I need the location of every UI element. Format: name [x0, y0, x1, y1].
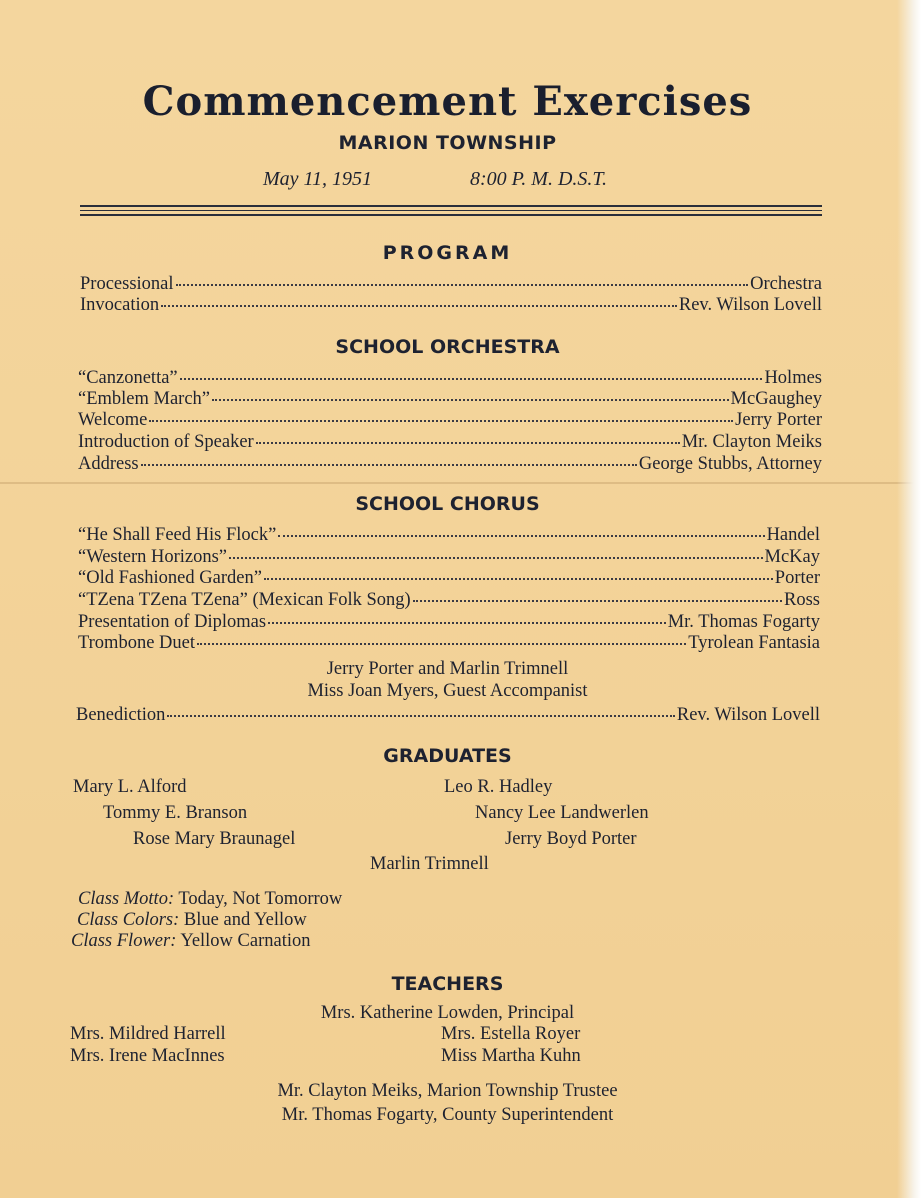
benediction-row	[76, 705, 820, 726]
leader-dots	[180, 378, 763, 380]
township-trustee: Mr. Clayton Meiks, Marion Township Trustee	[277, 1081, 618, 1101]
event-time: 8:00 P. M. D.S.T.	[470, 168, 608, 190]
chorus-item-title: “Western Horizons”	[78, 547, 228, 567]
leader-dots	[141, 464, 637, 466]
chorus-item-composer: Porter	[774, 568, 820, 588]
chorus-item-title: “Old Fashioned Garden”	[78, 568, 262, 588]
class-colors	[77, 910, 307, 931]
chorus-item-composer: McKay	[764, 547, 820, 567]
chorus-item-title: “TZena TZena TZena” (Mexican Folk Song)	[78, 590, 411, 610]
leader-dots	[212, 399, 729, 401]
chorus-row	[78, 568, 820, 589]
leader-dots	[256, 442, 680, 444]
chorus-row	[78, 612, 820, 633]
class-motto	[78, 889, 342, 910]
orchestra-item-title: “Emblem March”	[78, 389, 211, 409]
teacher-name: Mrs. Mildred Harrell	[70, 1024, 226, 1044]
graduate-name: Tommy E. Branson	[103, 803, 248, 823]
program-row	[80, 274, 822, 295]
chorus-row	[78, 590, 820, 611]
orchestra-heading: SCHOOL ORCHESTRA	[335, 336, 560, 358]
paper-fold-line	[0, 482, 921, 484]
chorus-item-composer: Ross	[784, 590, 820, 610]
orchestra-row	[78, 410, 822, 431]
graduate-name: Leo R. Hadley	[444, 777, 553, 797]
orchestra-item-performer: Jerry Porter	[735, 410, 822, 430]
header-rule-bottom	[80, 214, 822, 216]
orchestra-item-title: Introduction of Speaker	[78, 432, 254, 452]
leader-dots	[167, 715, 674, 717]
leader-dots	[413, 600, 782, 602]
chorus-row	[78, 547, 820, 568]
township-subtitle: MARION TOWNSHIP	[338, 132, 557, 154]
page-title: Commencement Exercises	[142, 78, 753, 125]
leader-dots	[161, 305, 677, 307]
class-motto-value: Today, Not Tomorrow	[178, 889, 343, 909]
teacher-name: Mrs. Irene MacInnes	[70, 1046, 225, 1066]
event-date: May 11, 1951	[263, 168, 373, 190]
header-rule-middle	[80, 210, 822, 211]
chorus-item-composer: Handel	[766, 525, 820, 545]
chorus-item-title: “He Shall Feed His Flock”	[78, 525, 277, 545]
teacher-name: Mrs. Estella Royer	[441, 1024, 581, 1044]
orchestra-item-performer: McGaughey	[730, 389, 822, 409]
class-motto-label: Class Motto:	[78, 889, 175, 909]
graduate-name: Mary L. Alford	[73, 777, 187, 797]
class-flower	[71, 931, 311, 952]
graduates-heading: GRADUATES	[383, 745, 512, 767]
orchestra-item-performer: Holmes	[764, 368, 822, 388]
graduate-name: Rose Mary Braunagel	[133, 829, 296, 849]
program-item-performer: Rev. Wilson Lovell	[678, 295, 822, 315]
orchestra-item-performer: George Stubbs, Attorney	[638, 454, 822, 474]
chorus-item-composer: Tyrolean Fantasia	[688, 633, 820, 653]
class-flower-label: Class Flower:	[71, 931, 177, 951]
principal-name: Mrs. Katherine Lowden, Principal	[320, 1003, 575, 1023]
leader-dots	[229, 557, 762, 559]
teachers-heading: TEACHERS	[391, 973, 504, 995]
chorus-item-composer: Mr. Thomas Fogarty	[667, 612, 820, 632]
leader-dots	[149, 420, 733, 422]
orchestra-row	[78, 432, 822, 453]
orchestra-item-title: Address	[78, 454, 139, 474]
paper-edge	[897, 0, 921, 1198]
chorus-item-title: Presentation of Diplomas	[78, 612, 267, 632]
leader-dots	[176, 284, 749, 286]
leader-dots	[278, 535, 764, 537]
class-colors-value: Blue and Yellow	[183, 910, 307, 930]
chorus-heading: SCHOOL CHORUS	[355, 493, 540, 515]
duet-performers: Jerry Porter and Marlin Trimnell	[326, 659, 569, 679]
graduate-name: Nancy Lee Landwerlen	[475, 803, 649, 823]
chorus-row	[78, 525, 820, 546]
class-flower-value: Yellow Carnation	[180, 931, 311, 951]
program-item-title: Invocation	[80, 295, 160, 315]
orchestra-item-title: Welcome	[78, 410, 148, 430]
orchestra-item-performer: Mr. Clayton Meiks	[681, 432, 822, 452]
header-rule-top	[80, 205, 822, 207]
orchestra-item-title: “Canzonetta”	[78, 368, 178, 388]
orchestra-row	[78, 368, 822, 389]
guest-accompanist: Miss Joan Myers, Guest Accompanist	[307, 681, 588, 701]
graduate-name: Marlin Trimnell	[370, 854, 489, 874]
program-heading: PROGRAM	[382, 242, 513, 264]
teacher-name: Miss Martha Kuhn	[441, 1046, 581, 1066]
county-superintendent: Mr. Thomas Fogarty, County Superintendent	[281, 1105, 614, 1125]
chorus-row	[78, 633, 820, 654]
leader-dots	[268, 622, 666, 624]
orchestra-row	[78, 389, 822, 410]
leader-dots	[264, 578, 773, 580]
program-row	[80, 295, 822, 316]
benediction-title: Benediction	[76, 705, 166, 725]
orchestra-row	[78, 454, 822, 475]
benediction-performer: Rev. Wilson Lovell	[676, 705, 820, 725]
program-item-performer: Orchestra	[750, 274, 822, 294]
class-colors-label: Class Colors:	[77, 910, 180, 930]
program-item-title: Processional	[80, 274, 174, 294]
leader-dots	[197, 643, 686, 645]
graduate-name: Jerry Boyd Porter	[505, 829, 637, 849]
chorus-item-title: Trombone Duet	[78, 633, 195, 653]
